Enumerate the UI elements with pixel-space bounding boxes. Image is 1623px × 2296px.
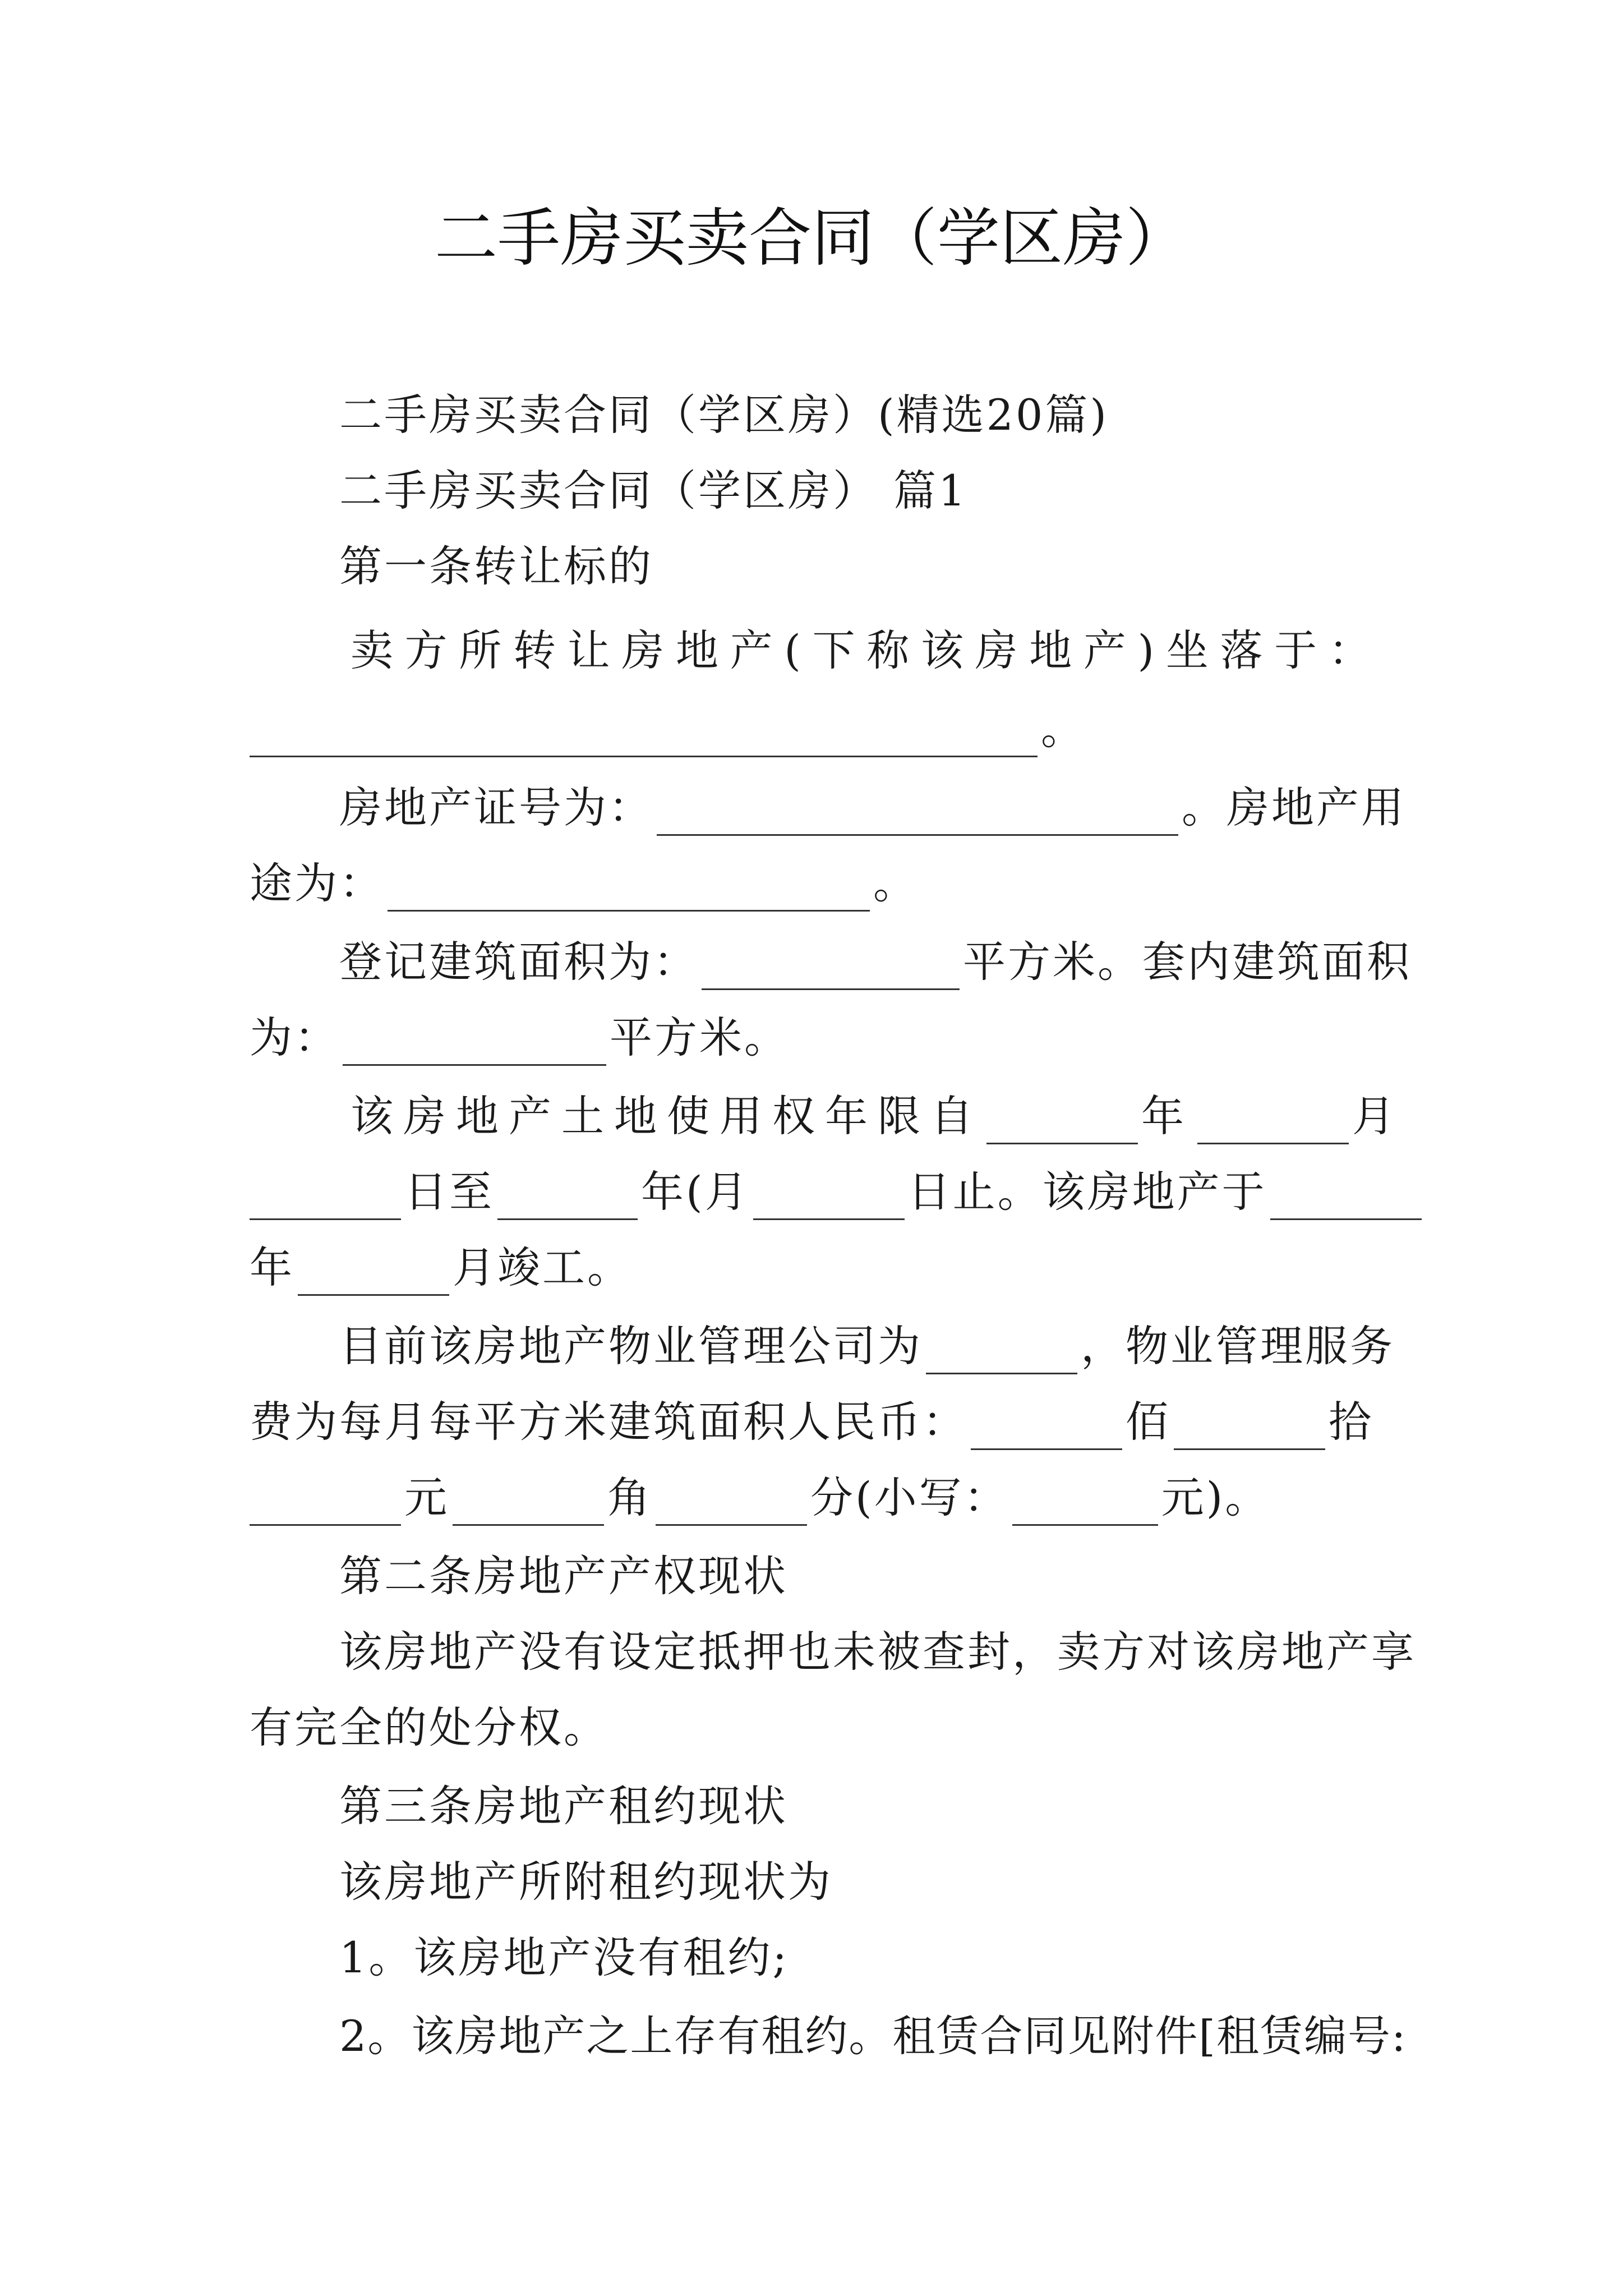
location-char: 所	[459, 625, 502, 675]
location-char: 称	[866, 625, 910, 675]
article-3-item-2: 2。该房地产之上存有租约。租赁合同见附件[租赁编号:	[339, 2011, 1407, 2061]
article-3-heading: 第三条房地产租约现状	[339, 1781, 788, 1831]
location-char: 产	[1083, 625, 1126, 675]
location-char: 方	[404, 625, 448, 675]
location-char: 该	[920, 625, 963, 675]
land-term-line-3: 年 月竣工。	[250, 1240, 632, 1296]
location-char: 地	[675, 625, 718, 675]
land-term-line-2: 日至 年(月 日止。该房地产于	[250, 1164, 1425, 1220]
article-3-paragraph: 该房地产所附租约现状为	[339, 1857, 833, 1907]
part-heading: 二手房买卖合同（学区房） 篇1	[339, 466, 968, 516]
location-blank	[250, 716, 1038, 757]
location-char: (	[784, 625, 801, 675]
use-blank	[388, 871, 870, 912]
area-blank	[702, 949, 960, 990]
land-term-line-1: 该房地产土地使用权年限自 年 月	[351, 1088, 1405, 1144]
article-3-item-1: 1。该房地产没有租约;	[339, 1932, 789, 1982]
location-char: 地	[1029, 625, 1072, 675]
land-to-day-blank	[753, 1179, 905, 1220]
fee-line-1: 费为每月每平方米建筑面积人民币： 佰 拾	[250, 1394, 1373, 1450]
fee-bai-blank	[971, 1409, 1122, 1450]
completion-month-blank	[298, 1255, 449, 1296]
location-char: 于	[1274, 625, 1317, 675]
land-from-month-blank	[1197, 1103, 1349, 1144]
location-char: 转	[513, 625, 556, 675]
fee-fen-blank	[656, 1485, 807, 1526]
article-2-heading: 第二条房地产产权现状	[339, 1551, 788, 1601]
land-from-year-blank	[986, 1103, 1138, 1144]
location-char: 坐	[1165, 625, 1209, 675]
fee-jiao-blank	[453, 1485, 604, 1526]
fee-small-blank	[1012, 1485, 1158, 1526]
location-char: 落	[1220, 625, 1263, 675]
document-title: 二手房买卖合同（学区房）	[435, 202, 1188, 275]
land-term-text: 该房地产土地使用权年限自	[351, 1091, 983, 1141]
inner-area-line: 为： 平方米。	[250, 1010, 789, 1066]
location-char: 产	[730, 625, 773, 675]
location-char: 下	[812, 625, 855, 675]
land-to-year-blank	[497, 1179, 638, 1220]
cert-number-blank	[657, 795, 1178, 836]
location-blank-line: 。	[250, 701, 1086, 757]
cert-number-line: 房地产证号为： 。房地产用	[339, 780, 1406, 836]
fee-yuan-blank	[250, 1485, 401, 1526]
article-2-paragraph-line-2: 有完全的处分权。	[250, 1703, 608, 1752]
management-company-blank	[926, 1333, 1077, 1374]
article-2-paragraph-line-1: 该房地产没有设定抵押也未被查封，卖方对该房地产享	[339, 1627, 1416, 1677]
fee-line-2: 元 角 分(小写： 元)。	[250, 1470, 1270, 1526]
management-line: 目前该房地产物业管理公司为 ，物业管理服务	[339, 1318, 1395, 1374]
fee-shi-blank	[1174, 1409, 1325, 1450]
location-char: ：	[1328, 625, 1371, 675]
location-char: 房	[621, 625, 665, 675]
location-char: 让	[567, 625, 610, 675]
completion-year-blank	[1270, 1179, 1422, 1220]
location-char: 卖	[351, 625, 393, 675]
inner-area-blank	[343, 1025, 606, 1066]
location-char: )	[1137, 625, 1155, 675]
article-1-heading: 第一条转让标的	[339, 541, 653, 591]
use-line: 途为： 。	[250, 855, 918, 912]
location-char: 房	[975, 625, 1018, 675]
subtitle: 二手房买卖合同（学区房）(精选20篇)	[339, 390, 1109, 440]
area-line: 登记建筑面积为： 平方米。套内建筑面积	[339, 934, 1412, 990]
land-from-day-blank	[250, 1179, 401, 1220]
article-1-location-line	[351, 623, 1371, 679]
